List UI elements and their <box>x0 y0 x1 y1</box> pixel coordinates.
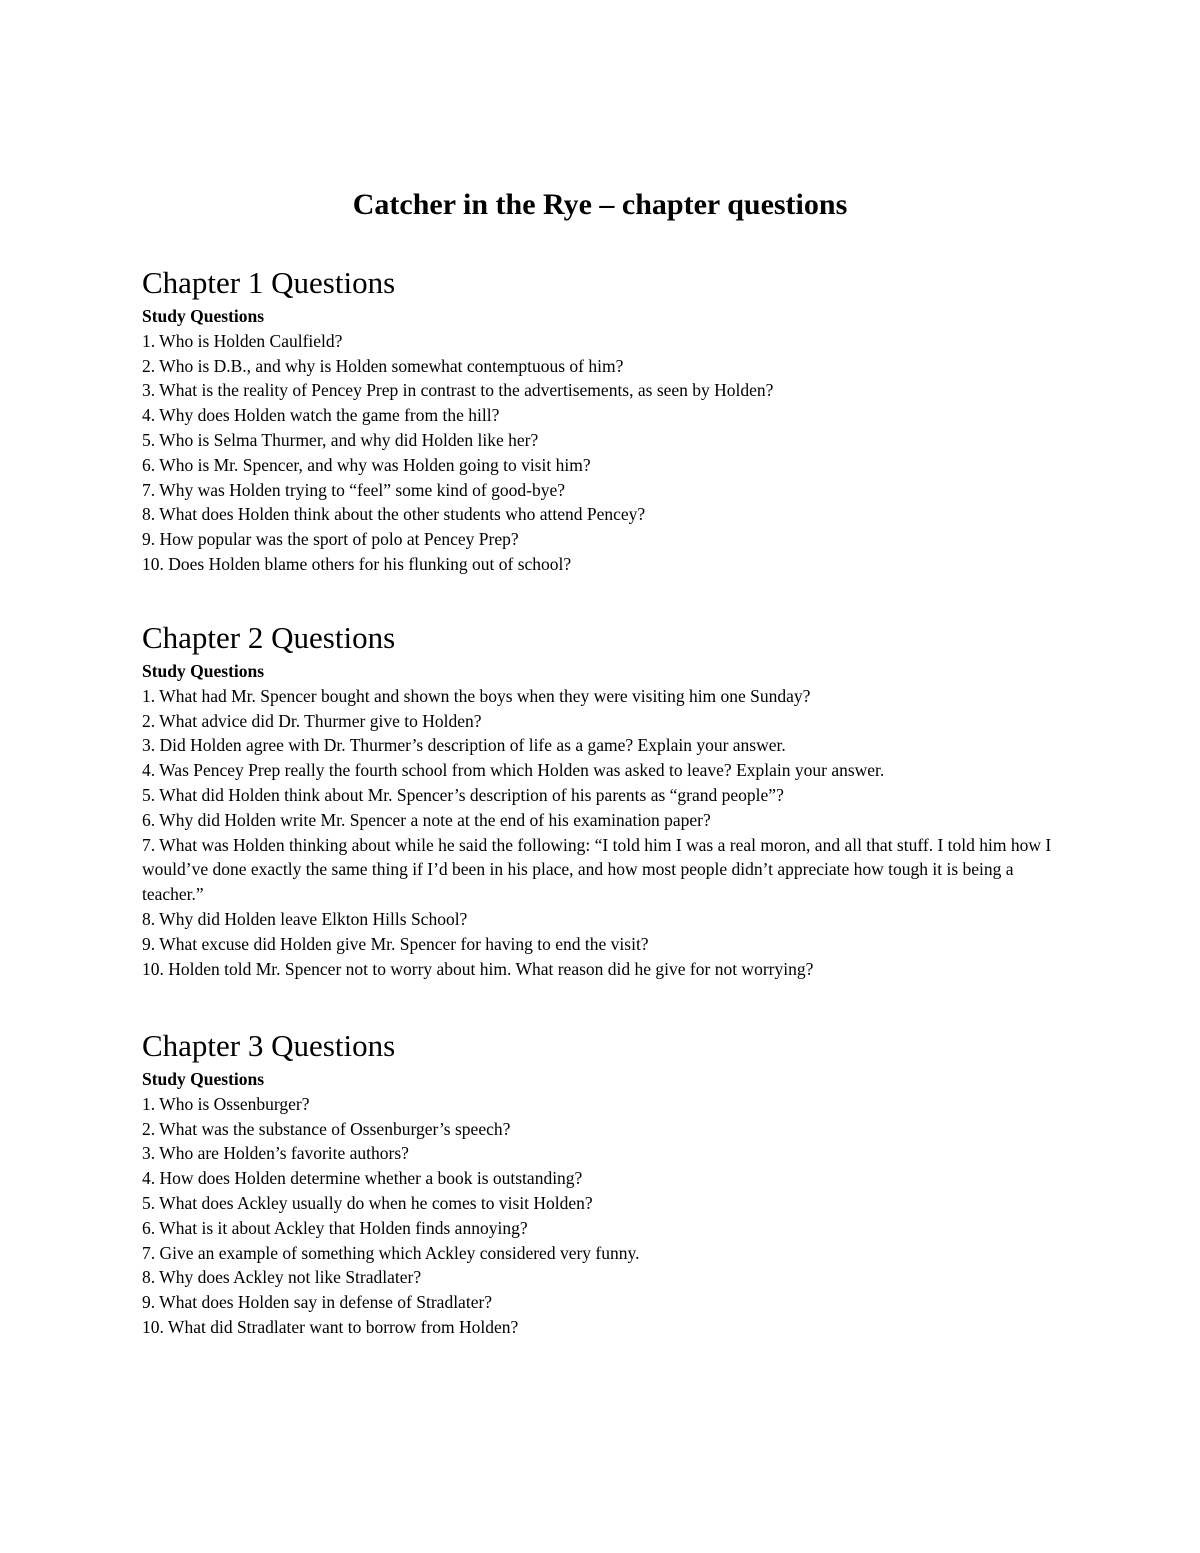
question-item: 6. Why did Holden write Mr. Spencer a note at the end of his examination paper? <box>142 809 711 830</box>
question-item: 6. Who is Mr. Spencer, and why was Holden going to visit him? <box>142 454 591 475</box>
question-item: 1. Who is Ossenburger? <box>142 1093 310 1114</box>
study-questions-label: Study Questions <box>142 661 265 681</box>
question-item: 7. What was Holden thinking about while he said the following: “I told him I was a real moron, and all that stuff. I told him how I would’ve done exactly the same thing if I’d been in his place, and how most people didn’t appreciate how tough it is being a teacher.” <box>142 834 1052 905</box>
document-page <box>142 0 1062 1553</box>
study-questions-label: Study Questions <box>142 1069 265 1089</box>
question-item: 4. Why does Holden watch the game from the hill? <box>142 405 500 426</box>
question-list <box>142 1092 1062 1340</box>
question-item: 9. How popular was the sport of polo at Pencey Prep? <box>142 529 519 550</box>
question-item: 5. What does Ackley usually do when he comes to visit Holden? <box>142 1192 593 1213</box>
question-item: 3. Did Holden agree with Dr. Thurmer’s description of life as a game? Explain your answer. <box>142 735 786 756</box>
chapter-heading: Chapter 1 Questions <box>142 265 396 300</box>
question-item: 2. What advice did Dr. Thurmer give to Holden? <box>142 710 482 731</box>
question-item: 4. How does Holden determine whether a book is outstanding? <box>142 1168 583 1189</box>
question-item: 9. What does Holden say in defense of Stradlater? <box>142 1292 493 1313</box>
question-list <box>142 684 1062 982</box>
question-item: 5. Who is Selma Thurmer, and why did Holden like her? <box>142 429 539 450</box>
chapter-3-section <box>142 1027 1062 1340</box>
chapter-1-section <box>142 264 1062 577</box>
question-item: 1. What had Mr. Spencer bought and shown the boys when they were visiting him one Sunday? <box>142 685 811 706</box>
study-questions-label: Study Questions <box>142 306 265 326</box>
chapter-heading: Chapter 3 Questions <box>142 1028 396 1063</box>
question-item: 9. What excuse did Holden give Mr. Spencer for having to end the visit? <box>142 933 649 954</box>
chapter-2-section <box>142 619 1062 981</box>
question-item: 6. What is it about Ackley that Holden finds annoying? <box>142 1217 528 1238</box>
question-item: 8. What does Holden think about the other students who attend Pencey? <box>142 504 646 525</box>
question-item: 7. Give an example of something which Ackley considered very funny. <box>142 1242 640 1263</box>
chapter-heading: Chapter 2 Questions <box>142 620 396 655</box>
question-item: 10. Holden told Mr. Spencer not to worry about him. What reason did he give for not worrying? <box>142 958 814 979</box>
question-list <box>142 329 1062 577</box>
question-item: 1. Who is Holden Caulfield? <box>142 330 343 351</box>
question-item: 3. What is the reality of Pencey Prep in contrast to the advertisements, as seen by Holden? <box>142 380 774 401</box>
question-item: 10. What did Stradlater want to borrow from Holden? <box>142 1316 519 1337</box>
question-item: 8. Why did Holden leave Elkton Hills School? <box>142 908 468 929</box>
question-item: 7. Why was Holden trying to “feel” some kind of good-bye? <box>142 479 565 500</box>
question-item: 10. Does Holden blame others for his flunking out of school? <box>142 553 572 574</box>
question-item: 4. Was Pencey Prep really the fourth school from which Holden was asked to leave? Explain your answer. <box>142 760 885 781</box>
question-item: 3. Who are Holden’s favorite authors? <box>142 1143 409 1164</box>
question-item: 5. What did Holden think about Mr. Spencer’s description of his parents as “grand people”? <box>142 784 784 805</box>
question-item: 2. Who is D.B., and why is Holden somewhat contemptuous of him? <box>142 355 624 376</box>
document-title: Catcher in the Rye – chapter questions <box>352 188 848 221</box>
question-item: 2. What was the substance of Ossenburger’s speech? <box>142 1118 511 1139</box>
question-item: 8. Why does Ackley not like Stradlater? <box>142 1267 422 1288</box>
